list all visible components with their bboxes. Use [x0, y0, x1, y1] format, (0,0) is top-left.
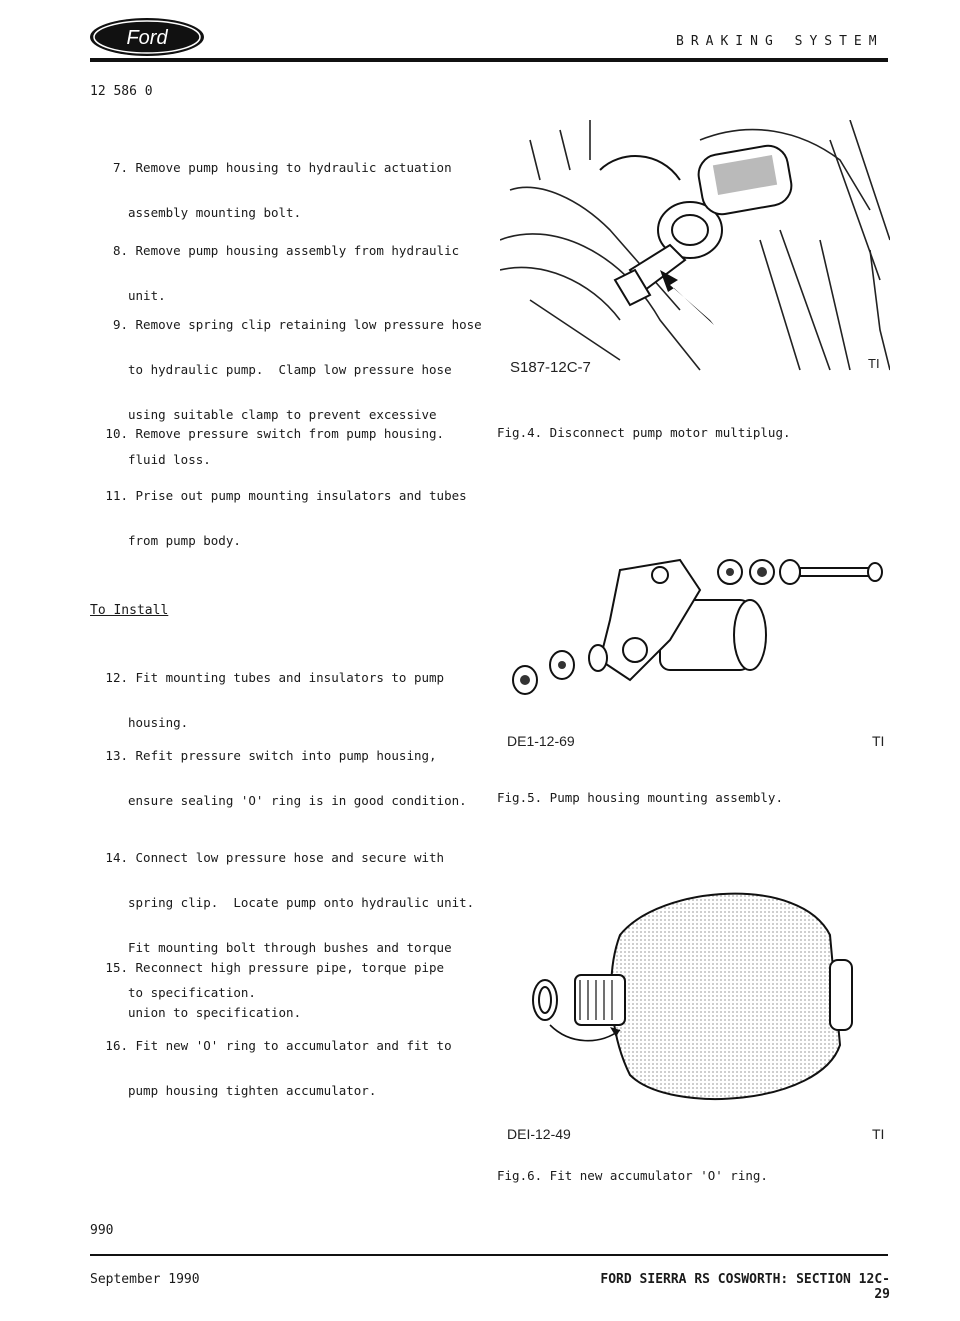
figure-4-illustration: [500, 120, 890, 380]
ford-logo: [88, 16, 206, 58]
step-8: 8. Remove pump housing assembly from hydraulic unit.: [112, 243, 460, 303]
step-11: 11. Prise out pump mounting insulators and tubes from pump body.: [105, 488, 467, 548]
figure-6-code: DEI-12-49: [507, 1126, 571, 1142]
figure-5-code: DE1-12-69: [507, 733, 575, 749]
figure-6-caption: Fig.6. Fit new accumulator 'O' ring.: [497, 1168, 768, 1183]
step-16: 16. Fit new 'O' ring to accumulator and fit to pump housing tighten accumulator.: [105, 1038, 452, 1098]
document-number: 12 586 0: [90, 84, 153, 99]
step-15: 15. Reconnect high pressure pipe, torque pipe union to specification.: [105, 960, 445, 1020]
figure-6-illustration: [520, 875, 880, 1115]
install-heading: To Install: [90, 603, 169, 618]
step-9: 9. Remove spring clip retaining low pressure hose to hydraulic pump. Clamp low pressure hose using suitable clamp to prevent excessive fluid loss.: [112, 317, 482, 467]
figure-5-mark: TI: [872, 733, 885, 749]
step-13: 13. Refit pressure switch into pump housing, ensure sealing 'O' ring is in good condition.: [105, 748, 467, 808]
step-10: 10. Remove pressure switch from pump housing.: [105, 426, 445, 441]
header-rule: [90, 58, 888, 62]
figure-4-mark: TI: [868, 356, 880, 371]
step-7: 7. Remove pump housing to hydraulic actuation assembly mounting bolt.: [112, 160, 452, 220]
step-14: 14. Connect low pressure hose and secure with spring clip. Locate pump onto hydraulic unit. Fit mounting bolt through bushes and torque to specification.: [105, 850, 475, 1000]
footer-rule: [90, 1254, 888, 1256]
figure-6-mark: TI: [872, 1126, 885, 1142]
figure-4-caption: Fig.4. Disconnect pump motor multiplug.: [497, 425, 791, 440]
figure-5-caption: Fig.5. Pump housing mounting assembly.: [497, 790, 783, 805]
section-title: BRAKING SYSTEM: [676, 34, 884, 49]
footer-reference: FORD SIERRA RS COSWORTH: SECTION 12C-29: [600, 1272, 890, 1302]
footer-date: September 1990: [90, 1272, 200, 1287]
figure-4-code: S187-12C-7: [510, 359, 591, 376]
figure-5-illustration: [500, 540, 890, 710]
page-number: 990: [90, 1223, 114, 1238]
step-12: 12. Fit mounting tubes and insulators to pump housing.: [105, 670, 445, 730]
ford-logo-text: Ford: [126, 27, 168, 49]
